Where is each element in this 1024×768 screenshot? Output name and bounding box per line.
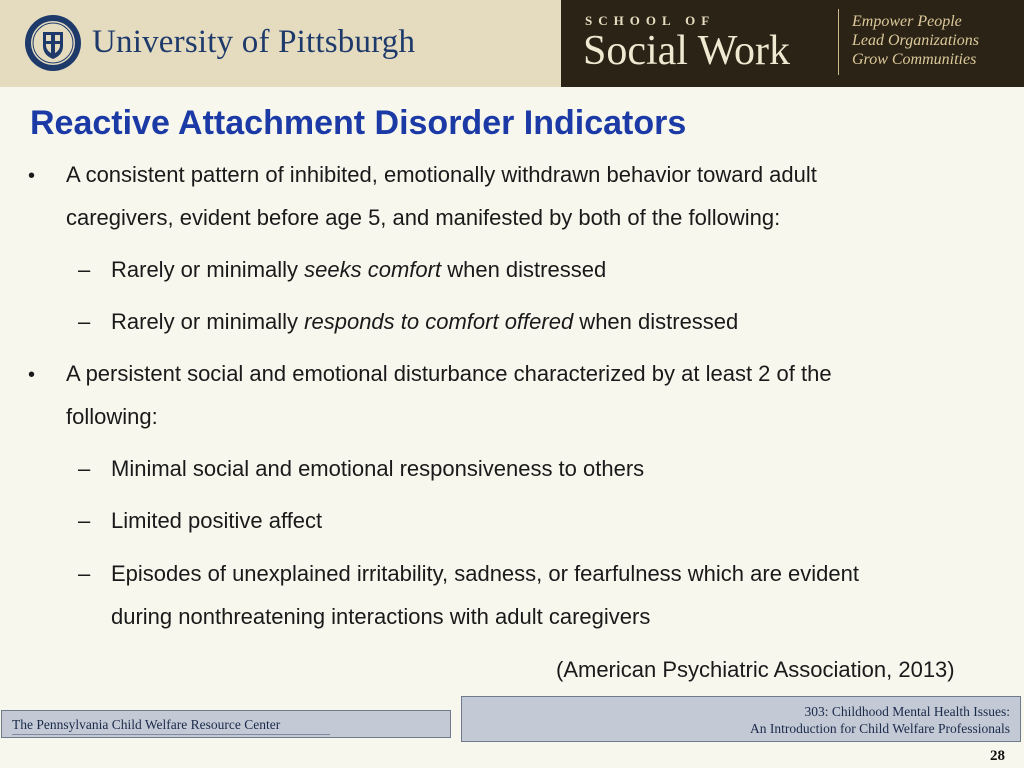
footer-right-bar: [461, 696, 1021, 742]
footer-course-line1: 303: Childhood Mental Health Issues:: [804, 704, 1010, 719]
footer-left-bar: [1, 710, 451, 738]
school-of-label: SCHOOL OF: [585, 13, 716, 28]
bullet2-line1: A persistent social and emotional disturbance characterized by at least 2 of the: [66, 361, 832, 386]
tagline-line: Lead Organizations: [852, 32, 979, 49]
sub1-text-post: when distressed: [441, 257, 607, 282]
slide-title: Reactive Attachment Disorder Indicators: [30, 104, 687, 142]
footer-course-line2: An Introduction for Child Welfare Professionals: [750, 721, 1010, 736]
bullet2-sub3-line1: Episodes of unexplained irritability, sadness, or fearfulness which are evident: [111, 561, 859, 586]
university-name: University of Pittsburgh: [92, 24, 416, 60]
footer-organization: The Pennsylvania Child Welfare Resource Center: [12, 717, 281, 732]
dash-marker: –: [78, 456, 91, 481]
dash-marker: –: [78, 508, 91, 533]
school-tagline: [852, 12, 979, 69]
footer-course-title: [750, 703, 1010, 737]
sub2-text-post: when distressed: [573, 309, 739, 334]
school-name: Social Work: [583, 28, 790, 74]
bullet2-line2: following:: [66, 404, 158, 429]
bullet-marker: •: [28, 364, 36, 386]
bullet2-sub2: Limited positive affect: [111, 508, 323, 533]
bullet1-line2: caregivers, evident before age 5, and manifested by both of the following:: [66, 205, 781, 230]
bullet-marker: •: [28, 165, 36, 187]
header-divider: [838, 9, 839, 75]
slide-header: [0, 0, 1024, 87]
bullet1-sub2: [111, 309, 738, 335]
citation: (American Psychiatric Association, 2013): [556, 657, 955, 682]
sub2-text-emphasis: responds to comfort offered: [304, 309, 574, 334]
dash-marker: –: [78, 257, 91, 282]
bullet1-sub1: [111, 257, 606, 283]
bullet2-sub1: Minimal social and emotional responsiveness to others: [111, 456, 645, 481]
tagline-line: Grow Communities: [852, 51, 977, 68]
page-number: 28: [990, 748, 1005, 764]
dash-marker: –: [78, 309, 91, 334]
bullet2-sub3-line2: during nonthreatening interactions with adult caregivers: [111, 604, 651, 629]
sub1-text-pre: Rarely or minimally: [111, 257, 305, 282]
university-seal-icon: [24, 14, 82, 72]
footer-underline: [12, 734, 330, 735]
sub1-text-emphasis: seeks comfort: [304, 257, 442, 282]
university-banner: [0, 0, 561, 87]
dash-marker: –: [78, 561, 91, 586]
bullet1-line1: A consistent pattern of inhibited, emotionally withdrawn behavior toward adult: [66, 162, 817, 187]
tagline-line: Empower People: [852, 13, 962, 30]
sub2-text-pre: Rarely or minimally: [111, 309, 305, 334]
